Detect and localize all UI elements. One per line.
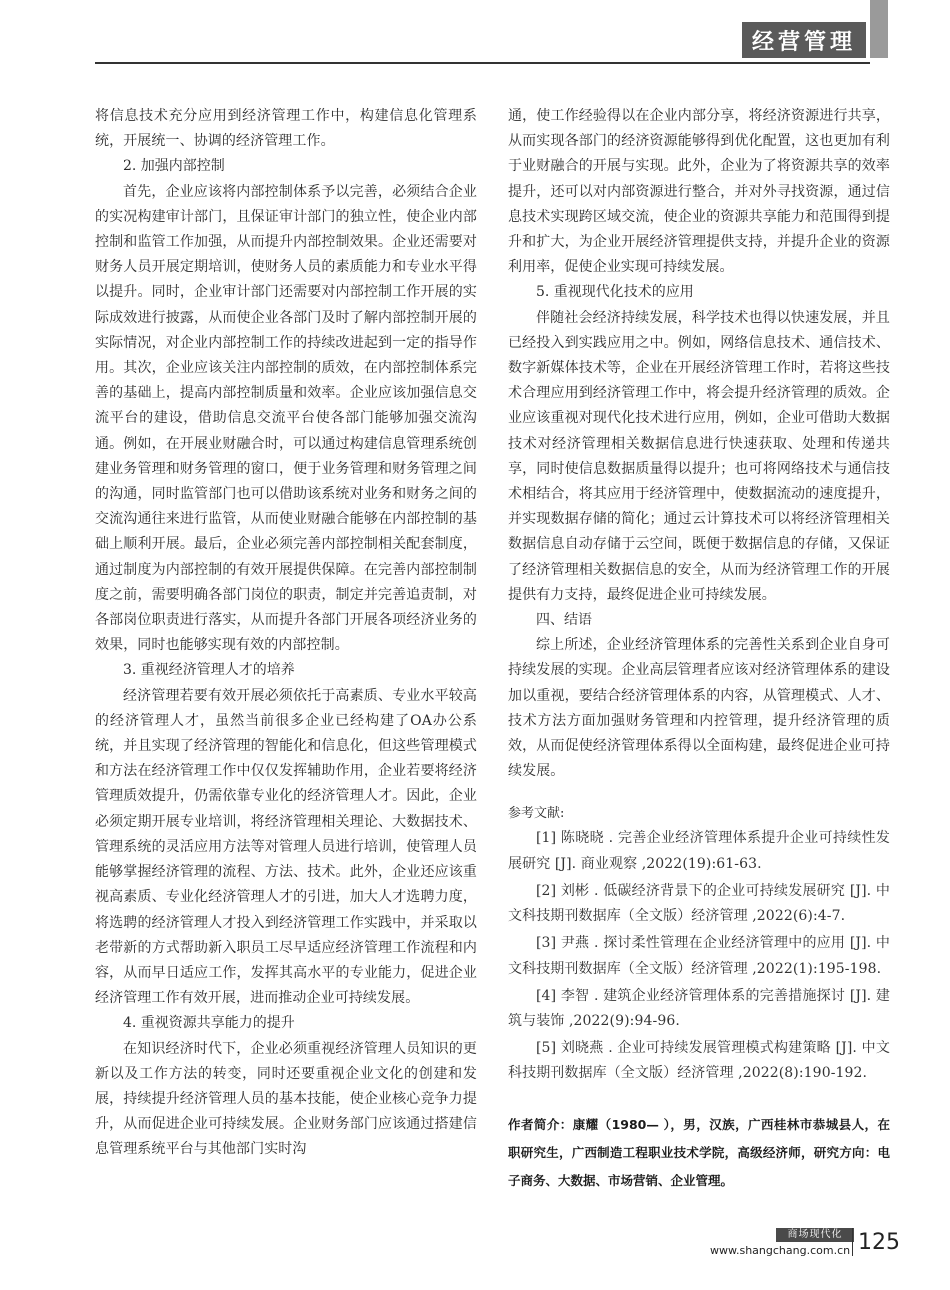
references-list	[508, 826, 890, 1086]
section-title-banner: 经营管理	[742, 22, 866, 58]
journal-logo: 商场现代化	[776, 1228, 854, 1242]
section-heading: 4. 重视资源共享能力的提升	[123, 1015, 295, 1032]
footer-separator	[852, 1228, 853, 1256]
reference-item: [1] 陈晓晓 . 完善企业经济管理体系提升企业可持续性发展研究 [J]. 商业观察 ,2022(19):61-63.	[508, 830, 890, 872]
left-column	[95, 104, 477, 1163]
section-heading: 3. 重视经济管理人才的培养	[123, 662, 295, 679]
references-title: 参考文献:	[508, 806, 565, 822]
section-heading: 四、结语	[536, 612, 592, 629]
reference-item: [3] 尹燕 . 探讨柔性管理在企业经济管理中的应用 [J]. 中文科技期刊数据库（全文版）经济管理 ,2022(1):195-198.	[508, 935, 890, 977]
reference-item: [2] 刘彬 . 低碳经济背景下的企业可持续发展研究 [J]. 中文科技期刊数据库（全文版）经济管理 ,2022(6):4-7.	[508, 882, 890, 925]
page-number: 125	[858, 1230, 900, 1255]
body-paragraph: 通，使工作经验得以在企业内部分享，将经济资源进行共享，从而实现各部门的经济资源能够得到优化配置，这也更加有利于业财融合的开展与实现。此外，企业为了将资源共享的效率提升，还可以对内部资源进行整合，并对外寻找资源，通过信息技术实现跨区域交流，使企业的资源共享能力和范围得到提升和扩大，为企业开展经济管理提供支持，并提升企业的资源利用率，促使企业实现可持续发展。	[508, 108, 890, 276]
author-bio: 作者简介：康耀（1980— ），男，汉族，广西桂林市恭城县人，在职研究生，广西制造工程职业技术学院，高级经济师，研究方向：电子商务、大数据、市场营销、企业管理。	[508, 1116, 890, 1188]
body-paragraph: 首先，企业应该将内部控制体系予以完善，必须结合企业的实况构建审计部门，且保证审计部门的独立性，使企业内部控制和监管工作加强，从而提升内部控制效果。企业还需要对财务人员开展定期培训，使财务人员的素质能力和专业水平得以提升。同时，企业审计部门还需要对内部控制工作开展的实际成效进行披露，从而使企业各部门及时了解内部控制开展的实际情况，对企业内部控制工作的持续改进起到一定的指导作用。其次，企业应该关注内部控制的质效，在内部控制体系完善的基础上，提高内部控制质量和效率。企业应该加强信息交流平台的建设，借助信息交流平台使各部门能够加强交流沟通。例如，在开展业财融合时，可以通过构建信息管理系统创建业务管理和财务管理的窗口，便于业务管理和财务管理之间的沟通，同时监管部门也可以借助该系统对业务和财务之间的交流沟通往来进行监管，从而使业财融合能够在内部控制的基础上顺利开展。最后，企业必须完善内部控制相关配套制度，通过制度为内部控制的有效开展提供保障。在完善内部控制制度之前，需要明确各部门岗位的职责，制定并完善追责制，对各部岗位职责进行落实，从而提升各部门开展各项经济业务的效果，同时也能够实现有效的内部控制。	[95, 183, 477, 654]
body-paragraph: 伴随社会经济持续发展，科学技术也得以快速发展，并且已经投入到实践应用之中。例如，网络信息技术、通信技术、数字新媒体技术等，企业在开展经济管理工作时，若将这些技术合理应用到经济管理工作中，将会提升经济管理的质效。企业应该重视对现代化技术进行应用，例如，企业可借助大数据技术对经济管理相关数据信息进行快速获取、处理和传递共享，同时使信息数据质量得以提升；也可将网络技术与通信技术相结合，将其应用于经济管理中，使数据流动的速度提升，并实现数据存储的简化；通过云计算技术可以将经济管理相关数据信息自动存储于云空间，既便于数据信息的存储，又保证了经济管理相关数据信息的安全，从而为经济管理工作的开展提供有力支持，最终促进企业可持续发展。	[508, 309, 890, 603]
right-column	[508, 104, 890, 1195]
reference-item: [5] 刘晓燕 . 企业可持续发展管理模式构建策略 [J]. 中文科技期刊数据库（全文版）经济管理 ,2022(8):190-192.	[508, 1040, 890, 1082]
section-heading: 2. 加强内部控制	[123, 158, 225, 175]
body-paragraph: 将信息技术充分应用到经济管理工作中，构建信息化管理系统，开展统一、协调的经济管理工作。	[95, 108, 477, 150]
journal-url[interactable]: www.shangchang.com.cn	[710, 1244, 851, 1257]
body-paragraph: 综上所述，企业经济管理体系的完善性关系到企业自身可持续发展的实现。企业高层管理者应该对经济管理体系的建设加以重视，要结合经济管理体系的内容，从管理模式、人才、技术方法方面加强财务管理和内控管理，提升经济管理的质效，从而促使经济管理体系得以全面构建，最终促进企业可持续发展。	[508, 637, 890, 780]
right-column-body	[508, 104, 890, 784]
reference-item: [4] 李智 . 建筑企业经济管理体系的完善措施探讨 [J]. 建筑与装饰 ,2022(9):94-96.	[508, 987, 890, 1029]
body-paragraph: 在知识经济时代下，企业必须重视经济管理人员知识的更新以及工作方法的转变，同时还要重视企业文化的创建和发展，持续提升经济管理人员的基本技能，使企业核心竞争力提升，从而促进企业可持续发展。企业财务部门应该通过搭建信息管理系统平台与其他部门实时沟	[95, 1040, 477, 1158]
section-heading: 5. 重视现代化技术的应用	[536, 284, 694, 301]
page-footer	[700, 1226, 900, 1266]
header-divider	[95, 62, 870, 64]
body-paragraph: 经济管理若要有效开展必须依托于高素质、专业水平较高的经济管理人才，虽然当前很多企业已经构建了OA办公系统，并且实现了经济管理的智能化和信息化，但这些管理模式和方法在经济管理工作中仅仅发挥辅助作用，企业若要将经济管理质效提升，仍需依靠专业化的经济管理人才。因此，企业必须定期开展专业培训，将经济管理相关理论、大数据技术、管理系统的灵活应用方法等对管理人员进行培训，使管理人员能够掌握经济管理的流程、方法、技术。此外，企业还应该重视高素质、专业化经济管理人才的引进，加大人才选聘力度，将选聘的经济管理人才投入到经济管理工作实践中，并采取以老带新的方式帮助新入职员工尽早适应经济管理工作流程和内容，从而早日适应工作，发挥其高水平的专业能力，促进企业经济管理工作有效开展，进而推动企业可持续发展。	[95, 687, 477, 1007]
header-tab-decoration	[870, 0, 888, 58]
